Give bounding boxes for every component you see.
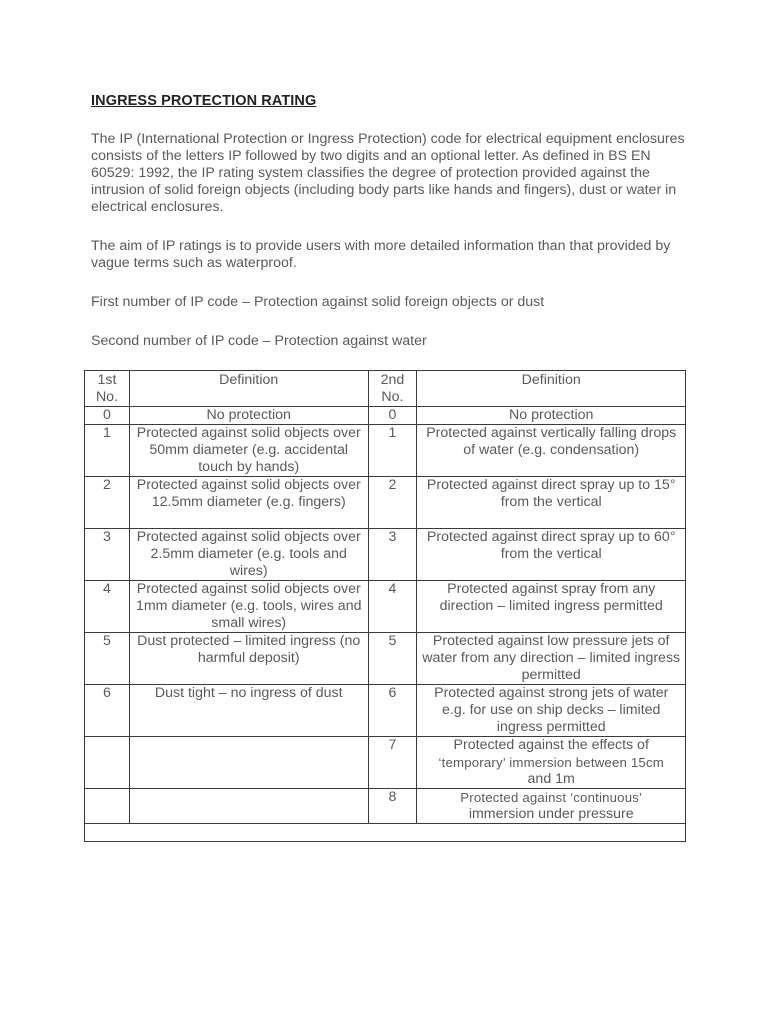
table-empty-row — [85, 824, 686, 842]
first-number-cell: 3 — [85, 529, 130, 581]
second-number-cell: 7 — [368, 737, 417, 789]
first-number-paragraph: First number of IP code – Protection against solid foreign objects or dust — [91, 294, 545, 310]
first-number-cell: 5 — [85, 633, 130, 685]
table-row — [85, 685, 686, 737]
first-number-cell: 1 — [85, 425, 130, 477]
definition-line: and 1m — [527, 771, 575, 787]
definition-line: ‘temporary’ immersion between 15cm — [438, 755, 664, 770]
table-row — [85, 633, 686, 685]
first-definition-cell: Protected against solid objects over 50mm diameter (e.g. accidental touch by hands) — [129, 425, 368, 477]
table-row — [85, 789, 686, 824]
first-definition-cell: No protection — [129, 407, 368, 425]
table-row — [85, 407, 686, 425]
first-number-cell: 6 — [85, 685, 130, 737]
second-definition-cell: Protected against direct spray up to 15° from the vertical — [417, 477, 686, 529]
first-number-cell: 0 — [85, 407, 130, 425]
second-definition-cell: Protected against strong jets of water e.g. for use on ship decks – limited ingress permitted — [417, 685, 686, 737]
definition-line: Protected against the effects of — [453, 737, 649, 753]
table-row — [85, 737, 686, 789]
header-first-no: 1st No. — [85, 371, 130, 407]
table-row — [85, 581, 686, 633]
header-first-definition: Definition — [129, 371, 368, 407]
second-definition-cell: Protected against low pressure jets of water from any direction – limited ingress permitted — [417, 633, 686, 685]
second-number-cell: 0 — [368, 407, 417, 425]
first-definition-cell: Protected against solid objects over 1mm diameter (e.g. tools, wires and small wires) — [129, 581, 368, 633]
document-title: INGRESS PROTECTION RATING — [91, 93, 317, 109]
second-definition-cell: No protection — [417, 407, 686, 425]
empty-cell — [85, 824, 686, 842]
definition-line: immersion under pressure — [468, 806, 634, 822]
second-number-cell: 2 — [368, 477, 417, 529]
intro-paragraph: The IP (International Protection or Ingress Protection) code for electrical equipment enclosures consists of the letters IP followed by two digits and an optional letter. As defined in BS EN 60529: 1992, the IP rating system classifies the degree of protection provided against the intrusion of solid foreign objects (including body parts like hands and fingers), dust or water in electrical enclosures. — [91, 131, 685, 215]
first-number-cell — [85, 789, 130, 824]
header-second-definition: Definition — [417, 371, 686, 407]
definition-line: Protected against ‘continuous’ — [460, 790, 643, 805]
second-definition-cell — [417, 737, 686, 789]
first-definition-cell: Protected against solid objects over 12.5mm diameter (e.g. fingers) — [129, 477, 368, 529]
first-definition-cell — [129, 737, 368, 789]
first-definition-cell — [129, 789, 368, 824]
ip-rating-table — [84, 370, 686, 842]
second-number-cell: 1 — [368, 425, 417, 477]
first-number-cell: 4 — [85, 581, 130, 633]
first-definition-cell: Dust protected – limited ingress (no harmful deposit) — [129, 633, 368, 685]
first-number-cell: 2 — [85, 477, 130, 529]
table-row — [85, 529, 686, 581]
header-second-no: 2nd No. — [368, 371, 417, 407]
first-definition-cell: Protected against solid objects over 2.5mm diameter (e.g. tools and wires) — [129, 529, 368, 581]
first-definition-cell: Dust tight – no ingress of dust — [129, 685, 368, 737]
second-number-cell: 5 — [368, 633, 417, 685]
table-header-row — [85, 371, 686, 407]
second-definition-cell: Protected against vertically falling drops of water (e.g. condensation) — [417, 425, 686, 477]
second-number-cell: 4 — [368, 581, 417, 633]
second-definition-cell: Protected against direct spray up to 60° from the vertical — [417, 529, 686, 581]
second-definition-cell — [417, 789, 686, 824]
second-number-cell: 3 — [368, 529, 417, 581]
second-definition-cell: Protected against spray from any direction – limited ingress permitted — [417, 581, 686, 633]
second-number-cell: 6 — [368, 685, 417, 737]
table-row — [85, 425, 686, 477]
first-number-cell — [85, 737, 130, 789]
table-row — [85, 477, 686, 529]
second-number-cell: 8 — [368, 789, 417, 824]
second-number-paragraph: Second number of IP code – Protection against water — [91, 333, 427, 349]
aim-paragraph: The aim of IP ratings is to provide users with more detailed information than that provided by vague terms such as waterproof. — [91, 238, 671, 271]
